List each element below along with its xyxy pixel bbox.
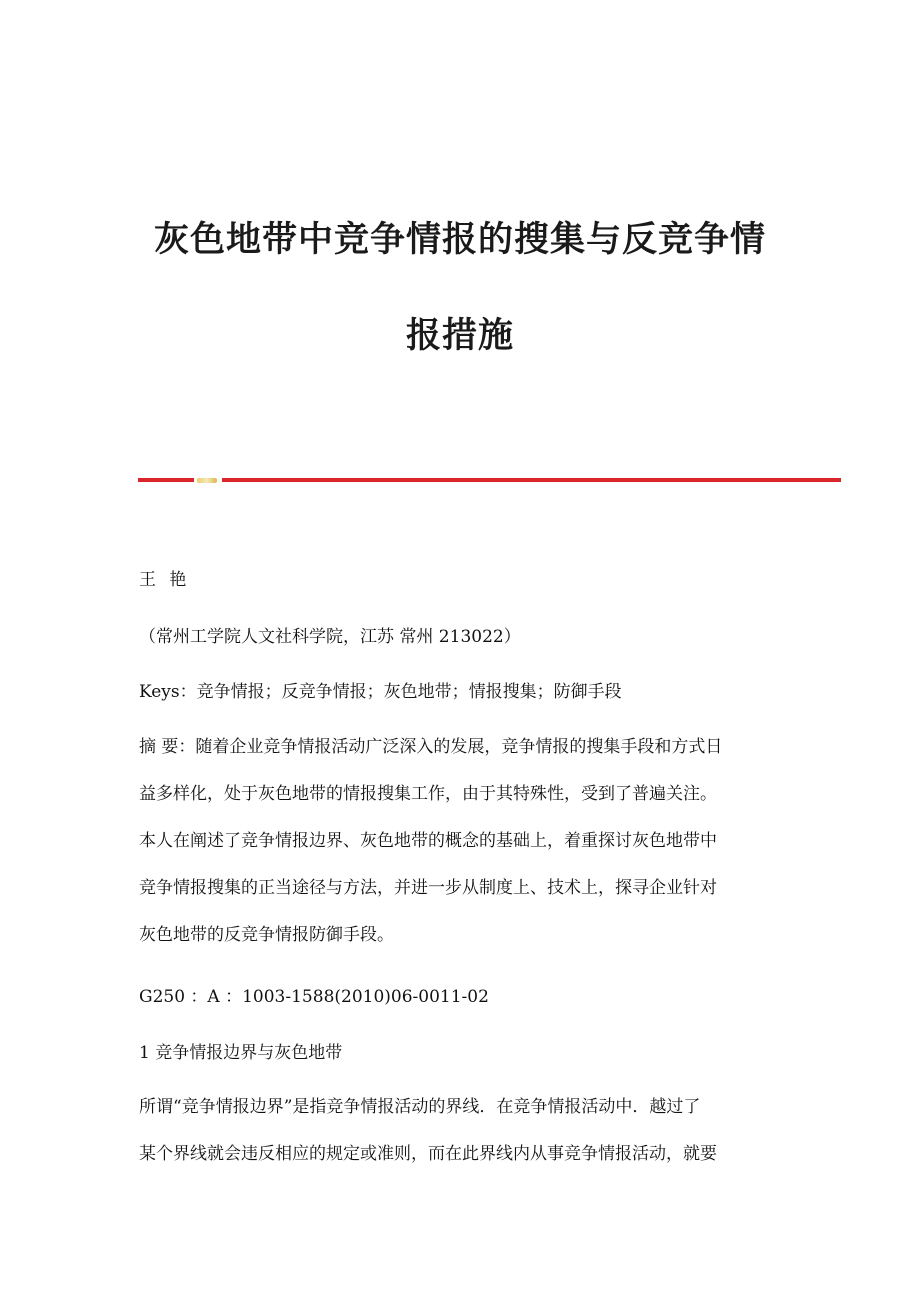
body-line: 所谓“竞争情报边界”是指竞争情报活动的界线．在竞争情报活动中．越过了 xyxy=(139,1097,701,1117)
author-name: 王 艳 xyxy=(139,570,191,590)
keywords: Keys：竞争情报；反竞争情报；灰色地带；情报搜集；防御手段 xyxy=(139,682,622,702)
body-line: 某个界线就会违反相应的规定或准则，而在此界线内从事竞争情报活动，就要 xyxy=(139,1144,717,1164)
divider-bar-left xyxy=(138,478,194,482)
classification-code: G250 ：A ：1003-1588(2010)06-0011-02 xyxy=(139,987,489,1007)
title-divider xyxy=(138,478,841,484)
abstract-line: 益多样化，处于灰色地带的情报搜集工作，由于其特殊性，受到了普遍关注。 xyxy=(139,784,717,804)
abstract-line: 竞争情报搜集的正当途径与方法，并进一步从制度上、技术上，探寻企业针对 xyxy=(139,878,717,898)
body-paragraph xyxy=(139,1084,779,1178)
abstract-line: 摘 要：随着企业竞争情报活动广泛深入的发展，竞争情报的搜集手段和方式日 xyxy=(139,737,723,757)
divider-bar-right xyxy=(222,478,841,482)
divider-ornament-icon xyxy=(197,478,217,483)
document-title-line-2: 报措施 xyxy=(405,316,514,356)
abstract xyxy=(139,724,779,959)
section-heading: 1 竞争情报边界与灰色地带 xyxy=(139,1043,343,1063)
abstract-line: 本人在阐述了竞争情报边界、灰色地带的概念的基础上，着重探讨灰色地带中 xyxy=(139,831,717,851)
document-title-line-1: 灰色地带中竞争情报的搜集与反竞争情 xyxy=(153,220,766,260)
abstract-line: 灰色地带的反竞争情报防御手段。 xyxy=(139,925,394,945)
author-affiliation: （常州工学院人文社科学院，江苏 常州 213022） xyxy=(139,627,521,647)
